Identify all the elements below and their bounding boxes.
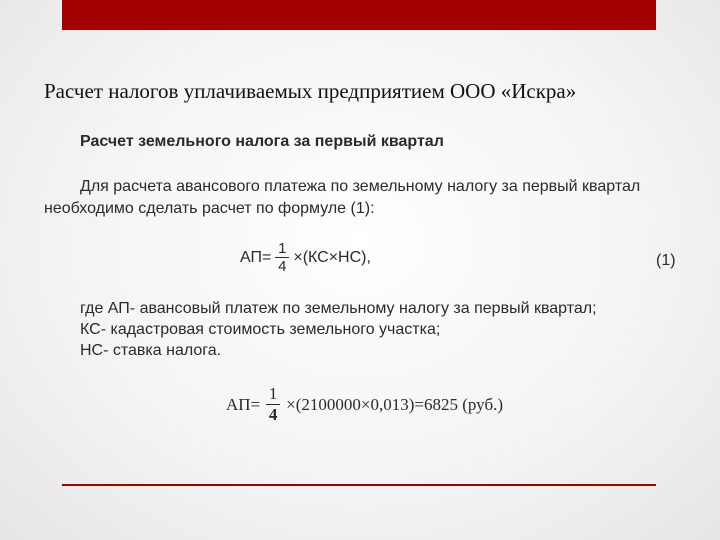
fraction-numerator: 1 — [278, 240, 287, 257]
formula-general-lhs: АП= — [240, 248, 272, 266]
equation-number: (1) — [656, 252, 676, 269]
paragraph-line-1: Для расчета авансового платежа по земельному налогу за первый квартал — [80, 178, 641, 195]
formula-general-rhs: ×(КС×НС), — [293, 248, 371, 266]
intro-paragraph — [44, 176, 684, 220]
formula-general-fraction — [275, 240, 289, 275]
formula-calculation-lhs: АП= — [226, 394, 261, 414]
fraction-numerator: 1 — [268, 384, 278, 403]
fraction-denominator: 4 — [278, 258, 287, 275]
formula-calculation-fraction — [266, 384, 280, 425]
bottom-accent-rule — [62, 484, 656, 486]
formula-calculation-rhs: ×(2100000×0,013)=6825 (руб.) — [286, 394, 504, 414]
definition-ks: КС- кадастровая стоимость земельного участка; — [80, 321, 441, 338]
paragraph-line-2: необходимо сделать расчет по формуле (1): — [44, 200, 375, 217]
slide-title: Расчет налогов уплачиваемых предприятием ООО «Искра» — [44, 79, 577, 103]
fraction-denominator: 4 — [268, 405, 278, 424]
document-heading: Расчет земельного налога за первый квартал — [80, 133, 444, 150]
definitions-list — [80, 298, 597, 361]
top-accent-bar — [62, 0, 656, 30]
formula-general — [240, 240, 371, 275]
formula-calculation — [226, 384, 503, 425]
definition-ap: где АП- авансовый платеж по земельному налогу за первый квартал; — [80, 300, 597, 317]
definition-ns: НС- ставка налога. — [80, 342, 222, 359]
